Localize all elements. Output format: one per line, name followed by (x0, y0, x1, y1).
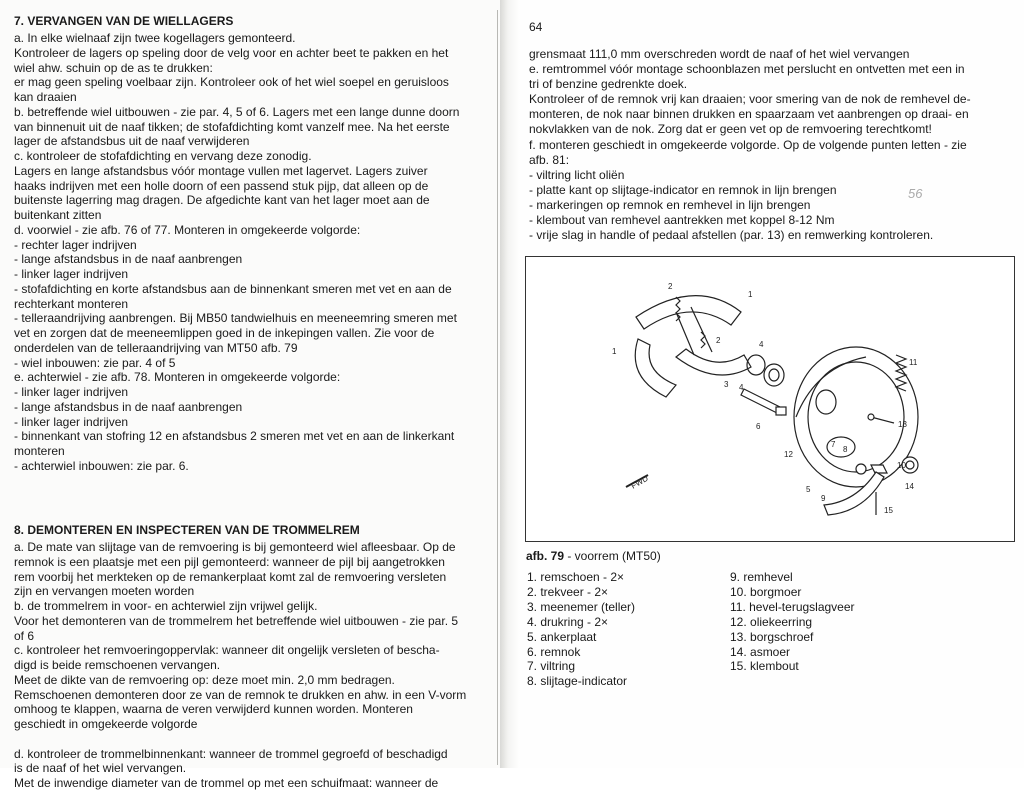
text-line: of 6 (14, 628, 35, 643)
label-5: 5 (806, 485, 811, 494)
section-7-body (14, 31, 498, 474)
legend-item: 2. trekveer - 2× (527, 584, 609, 599)
text-line: Remschoenen demonteren door ze van de remnok te drukken en ahw. in een V-vorm (14, 687, 467, 702)
text-line: onderdelen van de telleraandrijving van MT50 afb. 79 (14, 340, 298, 355)
text-line: Voor het demonteren van de trommelrem het betreffende wiel uitbouwen - zie par. 5 (14, 613, 459, 628)
fwd-label: FWD (629, 473, 650, 491)
text-line: a. In elke wielnaaf zijn twee kogellagers gemonteerd. (14, 31, 296, 45)
text-line: afb. 81: (529, 152, 570, 167)
text-line: - achterwiel inbouwen: zie par. 6. (14, 458, 189, 473)
brake-shoe-lower-2 (676, 349, 751, 375)
text-line: vet en zorgen dat de meeneemlippen goed in de inkepingen vallen. Zie voor de (14, 326, 435, 340)
section-8-title: 8. DEMONTEREN EN INSPECTEREN VAN DE TROMMELREM (14, 523, 360, 537)
text-line: rem voorbij het merkteken op de remankerplaat komt zal de remvoering versleten (14, 569, 447, 584)
text-line: van binnenuit uit de naaf tikken; de stofafdichting komt vanzelf mee. Na het eerste (14, 119, 450, 134)
legend-item: 8. slijtage-indicator (527, 674, 628, 689)
legend-item: 14. asmoer (730, 644, 791, 659)
text-line: rechterkant monteren (14, 296, 129, 311)
text-line: Met de inwendige diameter van de trommel op met een schuifmaat: wanneer de (14, 776, 439, 790)
legend-right (730, 570, 855, 674)
text-line: - linker lager indrijven (14, 414, 129, 429)
text-line: kan draaien (14, 90, 77, 104)
legend-item: 1. remschoen - 2× (527, 570, 625, 584)
text-line: - linker lager indrijven (14, 385, 129, 399)
label-15: 15 (884, 506, 893, 515)
text-line: remnok is een plaatsje met een pijl gemonteerd: wanneer de pijl bij aangetrokken (14, 554, 445, 569)
text-line: c. kontroleer de stofafdichting en vervang deze zonodig. (14, 149, 312, 163)
text-line: - wiel inbouwen: zie par. 4 of 5 (14, 355, 176, 370)
label-1: 1 (748, 290, 753, 299)
label-3: 3 (724, 380, 729, 389)
legend-item: 15. klembout (730, 659, 799, 674)
caption-number: afb. 79 (526, 549, 565, 563)
legend-item: 13. borgschroef (730, 629, 814, 644)
text-line: lager de afstandsbus uit de naaf verwijderen (14, 134, 250, 149)
text-line: f. monteren geschiedt in omgekeerde volgorde. Op de volgende punten letten - zie (529, 137, 967, 152)
left-page (0, 0, 500, 790)
text-line: digd is beide remschoenen vervangen. (14, 658, 221, 672)
legend-item: 3. meenemer (teller) (527, 599, 636, 614)
section-8-body (14, 540, 498, 791)
text-line: - viltring licht oliën (529, 167, 625, 182)
text-line: c. kontroleer het remvoeringoppervlak: wanneer dit ongelijk versleten of bescha- (14, 643, 440, 658)
text-line: - platte kant op slijtage-indicator en remnok in lijn brengen (529, 182, 837, 197)
legend-item: 9. remhevel (730, 570, 793, 584)
text-line: er mag geen speling voelbaar zijn. Kontroleer ook of het wiel soepel en geruisloos (14, 75, 449, 90)
figure-caption (526, 549, 661, 563)
text-line: - binnenkant van stofring 12 en afstandsbus 2 smeren met vet en aan de linkerkant (14, 429, 455, 444)
legend-item: 7. viltring (527, 659, 576, 674)
text-line: e. achterwiel - zie afb. 78. Monteren in omgekeerde volgorde: (14, 370, 341, 385)
text-line: Meet de dikte van de remvoering op: deze moet min. 2,0 mm bedragen. (14, 672, 395, 687)
brake-shoe-upper (636, 296, 741, 329)
text-line: tri of benzine gedrenkte doek. (529, 77, 688, 92)
text-line: buitenste lagerring mag dragen. De afgedichte kant van het lager moet aan de (14, 193, 430, 208)
legend-item: 11. hevel-terugslagveer (730, 599, 855, 614)
text-line: haaks indrijven met een holle doorn of een passend stuk pijp, dat alleen op de (14, 178, 429, 193)
label-9: 9 (821, 494, 826, 503)
text-line: geschiedt in omgekeerde volgorde (14, 717, 198, 731)
right-page (520, 0, 1024, 768)
text-line: omhoog te klappen, waarna de veren verwijderd kunnen worden. Monteren (14, 702, 413, 717)
label-10: 10 (897, 461, 906, 470)
lock-nut (856, 464, 866, 474)
text-line: - linker lager indrijven (14, 267, 129, 281)
label-8: 8 (843, 445, 848, 454)
text-line: wiel ahw. schuin op de as te drukken: (14, 60, 213, 75)
text-line: b. betreffende wiel uitbouwen - zie par. 4, 5 of 6. Lagers met een lange dunne doorn (14, 104, 460, 119)
text-line: e. remtrommel vóór montage schoonblazen met perslucht en ontvetten met een in (529, 62, 965, 77)
margin-rule (497, 10, 498, 765)
caption-text: - voorrem (MT50) (564, 549, 661, 563)
label-2: 2 (668, 282, 673, 291)
label-2b: 2 (716, 336, 721, 345)
label-6: 6 (756, 422, 761, 431)
text-line: b. de trommelrem in voor- en achterwiel zijn vrijwel gelijk. (14, 599, 318, 613)
page-number: 64 (529, 20, 543, 34)
text-line: monteren, de nok naar binnen drukken en spaarzaam vet aanbrengen op draai- en (529, 107, 969, 122)
ring-3 (764, 364, 784, 386)
text-line: - telleraandrijving aanbrengen. Bij MB50 tandwielhuis en meeneemring smeren met (14, 311, 457, 326)
section-7-title: 7. VERVANGEN VAN DE WIELLAGERS (14, 14, 234, 28)
label-1b: 1 (612, 347, 617, 356)
pencil-note: 56 (908, 186, 923, 201)
section-8 (14, 522, 498, 791)
book-gutter (500, 0, 520, 768)
label-11: 11 (909, 358, 918, 367)
right-page-body (529, 47, 1017, 243)
text-line: monteren (14, 444, 65, 458)
text-line: Kontroleer of de remnok vrij kan draaien; voor smering van de nok de remhevel de- (529, 92, 971, 107)
text-line: Lagers en lange afstandsbus vóór montage vullen met lagervet. Lagers zuiver (14, 163, 428, 178)
legend-item: 4. drukring - 2× (527, 614, 609, 629)
label-4: 4 (759, 340, 764, 349)
section-7 (14, 13, 498, 474)
text-line: Kontroleer de lagers op speling door de velg voor en achter beet te pakken en het (14, 45, 449, 60)
label-7: 7 (831, 440, 836, 449)
legend-item: 6. remnok (527, 644, 581, 659)
figure-79 (525, 256, 1015, 542)
text-line: - stofafdichting en korte afstandsbus aan de binnenkant smeren met vet en aan de (14, 281, 452, 296)
text-line: - vrije slag in handle of pedaal afstellen (par. 13) en remwerking kontroleren. (529, 228, 934, 243)
legend-left (527, 570, 635, 689)
legend-item: 12. oliekeerring (730, 614, 813, 629)
label-12: 12 (784, 450, 793, 459)
text-line: d. kontroleer de trommelbinnenkant: wanneer de trommel gegroefd of beschadigd (14, 746, 448, 761)
text-line: - markeringen op remnok en remhevel in lijn brengen (529, 197, 811, 212)
label-4b: 4 (739, 383, 744, 392)
text-line: is de naaf of het wiel vervangen. (14, 761, 187, 776)
label-13: 13 (898, 420, 907, 429)
text-line: - rechter lager indrijven (14, 237, 137, 252)
text-line: - klembout van remhevel aantrekken met koppel 8-12 Nm (529, 213, 835, 228)
text-line: d. voorwiel - zie afb. 76 of 77. Monteren in omgekeerde volgorde: (14, 222, 361, 237)
text-line: zijn en vervangen moeten worden (14, 584, 195, 599)
text-line: a. De mate van slijtage van de remvoering is bij gemonteerd wiel afleesbaar. Op de (14, 540, 456, 554)
legend-item: 10. borgmoer (730, 584, 802, 599)
text-line: - lange afstandsbus in de naaf aanbrengen (14, 399, 243, 414)
text-line: grensmaat 111,0 mm overschreden wordt de naaf of het wiel vervangen (529, 47, 910, 61)
text-line: buitenkant zitten (14, 208, 102, 222)
text-line: nokvlakken van de nok. Zorg dat er geen vet op de remvoering terechtkomt! (529, 122, 932, 137)
legend-item: 5. ankerplaat (527, 629, 597, 644)
text-line (14, 732, 498, 747)
text-line: - lange afstandsbus in de naaf aanbrengen (14, 252, 243, 267)
label-14: 14 (905, 482, 914, 491)
exploded-brake-diagram (526, 257, 1014, 541)
brake-shoe-lower (635, 339, 676, 397)
